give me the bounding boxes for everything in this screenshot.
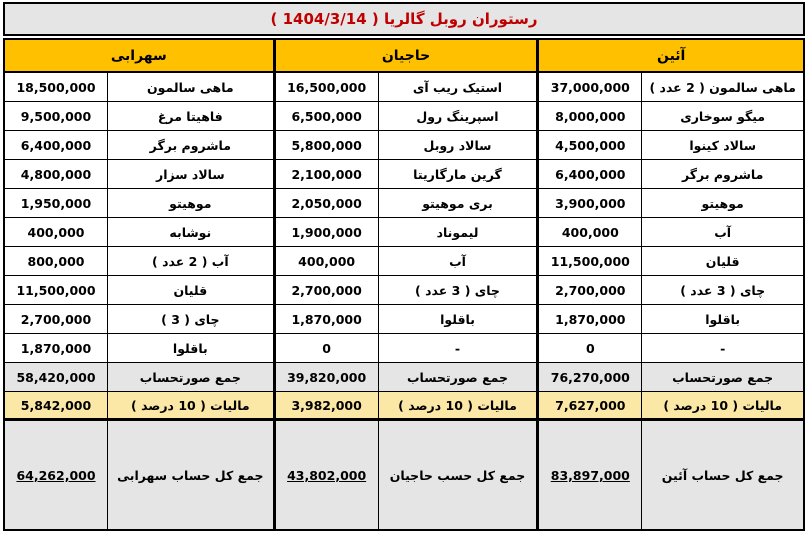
- grand-total-label: جمع کل حساب آئین: [641, 421, 803, 529]
- tax-row: [539, 392, 803, 421]
- item-name: ماشروم برگر: [107, 131, 273, 159]
- item-name: آب: [641, 218, 803, 246]
- subtotal-amount: 39,820,000: [287, 369, 367, 385]
- item-amount: 11,500,000: [16, 282, 96, 298]
- item-name: موهیتو: [641, 189, 803, 217]
- column-header-aein: آئین: [539, 40, 803, 73]
- item-name: باقلوا: [378, 305, 537, 333]
- item-amount: 2,700,000: [20, 311, 92, 327]
- item-amount: 18,500,000: [16, 79, 96, 95]
- document-title-bar: [3, 2, 805, 36]
- item-amount: 1,950,000: [20, 195, 92, 211]
- table-row[interactable]: [539, 276, 803, 305]
- table-row[interactable]: [5, 305, 273, 334]
- grand-total-row: [539, 421, 803, 529]
- table-row[interactable]: [276, 102, 537, 131]
- table-row[interactable]: [5, 276, 273, 305]
- table-row[interactable]: [276, 247, 537, 276]
- table-row[interactable]: [5, 247, 273, 276]
- subtotal-row: [539, 363, 803, 392]
- item-name: قلیان: [107, 276, 273, 304]
- item-name: ماهی سالمون ( 2 عدد ): [641, 73, 803, 101]
- subtotal-label: جمع صورتحساب: [641, 363, 803, 391]
- item-name: میگو سوخاری: [641, 102, 803, 130]
- tax-amount: 5,842,000: [20, 397, 92, 413]
- table-row[interactable]: [276, 305, 537, 334]
- column-group-aein: [536, 40, 803, 529]
- table-row[interactable]: [539, 160, 803, 189]
- item-name: چای ( 3 عدد ): [378, 276, 537, 304]
- item-name: استیک ریب آی: [378, 73, 537, 101]
- page-title: رستوران روبل گالریا ( 1404/3/14 ): [270, 10, 538, 28]
- subtotal-row: [276, 363, 537, 392]
- item-name: ماهی سالمون: [107, 73, 273, 101]
- table-row[interactable]: [539, 73, 803, 102]
- item-name: نوشابه: [107, 218, 273, 246]
- grand-total-label: جمع کل حساب سهرابی: [107, 421, 273, 529]
- item-amount: 400,000: [561, 224, 619, 240]
- grand-total-amount: 83,897,000: [550, 467, 630, 483]
- item-name: فاهیتا مرغ: [107, 102, 273, 130]
- subtotal-label: جمع صورتحساب: [378, 363, 537, 391]
- item-name: ماشروم برگر: [641, 160, 803, 188]
- tax-label: مالیات ( 10 درصد ): [641, 392, 803, 418]
- bill-table: [3, 38, 805, 531]
- item-name: باقلوا: [107, 334, 273, 362]
- tax-amount: 7,627,000: [555, 397, 626, 413]
- item-name: آب ( 2 عدد ): [107, 247, 273, 275]
- item-name: اسپرینگ رول: [378, 102, 537, 130]
- item-amount: 37,000,000: [550, 79, 630, 95]
- table-row[interactable]: [539, 189, 803, 218]
- item-name: لیموناد: [378, 218, 537, 246]
- subtotal-row: [5, 363, 273, 392]
- item-name: سالاد کینوا: [641, 131, 803, 159]
- table-row[interactable]: [276, 160, 537, 189]
- table-row[interactable]: [5, 189, 273, 218]
- column-header-sohrabi: سهرابی: [5, 40, 273, 73]
- table-row[interactable]: [539, 334, 803, 363]
- table-row[interactable]: [5, 73, 273, 102]
- column-rows-sohrabi: [5, 73, 273, 529]
- column-header-hajian: حاجیان: [276, 40, 537, 73]
- item-amount: 9,500,000: [20, 108, 92, 124]
- column-group-sohrabi: [5, 40, 273, 529]
- subtotal-amount: 76,270,000: [550, 369, 630, 385]
- table-row[interactable]: [539, 102, 803, 131]
- column-rows-hajian: [276, 73, 537, 529]
- item-amount: 4,500,000: [555, 137, 626, 153]
- item-amount: 2,100,000: [291, 166, 362, 182]
- tax-label: مالیات ( 10 درصد ): [378, 392, 537, 418]
- item-amount: 400,000: [298, 253, 356, 269]
- item-amount: 16,500,000: [287, 79, 367, 95]
- table-row[interactable]: [539, 218, 803, 247]
- table-row[interactable]: [539, 305, 803, 334]
- item-name: چای ( 3 عدد ): [641, 276, 803, 304]
- item-name: گرین مارگاریتا: [378, 160, 537, 188]
- table-row[interactable]: [5, 160, 273, 189]
- item-name: بری موهیتو: [378, 189, 537, 217]
- tax-label: مالیات ( 10 درصد ): [107, 392, 273, 418]
- item-amount: 0: [585, 340, 595, 356]
- table-row[interactable]: [276, 334, 537, 363]
- grand-total-amount: 43,802,000: [287, 467, 367, 483]
- item-amount: 800,000: [27, 253, 85, 269]
- table-row[interactable]: [276, 218, 537, 247]
- table-row[interactable]: [5, 102, 273, 131]
- item-name: -: [641, 334, 803, 362]
- item-amount: 2,700,000: [555, 282, 626, 298]
- grand-total-label: جمع کل حسب حاجیان: [378, 421, 537, 529]
- item-amount: 0: [322, 340, 331, 356]
- item-name: سالاد روبل: [378, 131, 537, 159]
- grand-total-row: [276, 421, 537, 529]
- table-row[interactable]: [5, 131, 273, 160]
- item-amount: 6,500,000: [291, 108, 362, 124]
- item-amount: 5,800,000: [291, 137, 362, 153]
- item-name: باقلوا: [641, 305, 803, 333]
- tax-amount: 3,982,000: [291, 397, 362, 413]
- item-amount: 1,870,000: [20, 340, 92, 356]
- table-row[interactable]: [276, 131, 537, 160]
- item-amount: 6,400,000: [20, 137, 92, 153]
- item-amount: 4,800,000: [20, 166, 92, 182]
- column-rows-aein: [539, 73, 803, 529]
- table-row[interactable]: [276, 73, 537, 102]
- table-row[interactable]: [539, 247, 803, 276]
- column-group-hajian: [273, 40, 537, 529]
- tax-row: [5, 392, 273, 421]
- tax-row: [276, 392, 537, 421]
- item-name: -: [378, 334, 537, 362]
- item-name: موهیتو: [107, 189, 273, 217]
- subtotal-amount: 58,420,000: [16, 369, 96, 385]
- subtotal-label: جمع صورتحساب: [107, 363, 273, 391]
- table-row[interactable]: [539, 131, 803, 160]
- item-amount: 1,870,000: [555, 311, 626, 327]
- item-amount: 2,700,000: [291, 282, 362, 298]
- table-row[interactable]: [276, 189, 537, 218]
- grand-total-amount: 64,262,000: [16, 467, 96, 483]
- item-amount: 2,050,000: [291, 195, 362, 211]
- item-amount: 8,000,000: [555, 108, 626, 124]
- item-name: چای ( 3 ): [107, 305, 273, 333]
- item-name: سالاد سزار: [107, 160, 273, 188]
- item-amount: 3,900,000: [555, 195, 626, 211]
- table-row[interactable]: [5, 218, 273, 247]
- grand-total-row: [5, 421, 273, 529]
- item-amount: 400,000: [27, 224, 85, 240]
- item-name: آب: [378, 247, 537, 275]
- table-row[interactable]: [5, 334, 273, 363]
- item-amount: 6,400,000: [555, 166, 626, 182]
- item-amount: 1,900,000: [291, 224, 362, 240]
- table-row[interactable]: [276, 276, 537, 305]
- item-amount: 11,500,000: [550, 253, 630, 269]
- item-amount: 1,870,000: [291, 311, 362, 327]
- item-name: قلیان: [641, 247, 803, 275]
